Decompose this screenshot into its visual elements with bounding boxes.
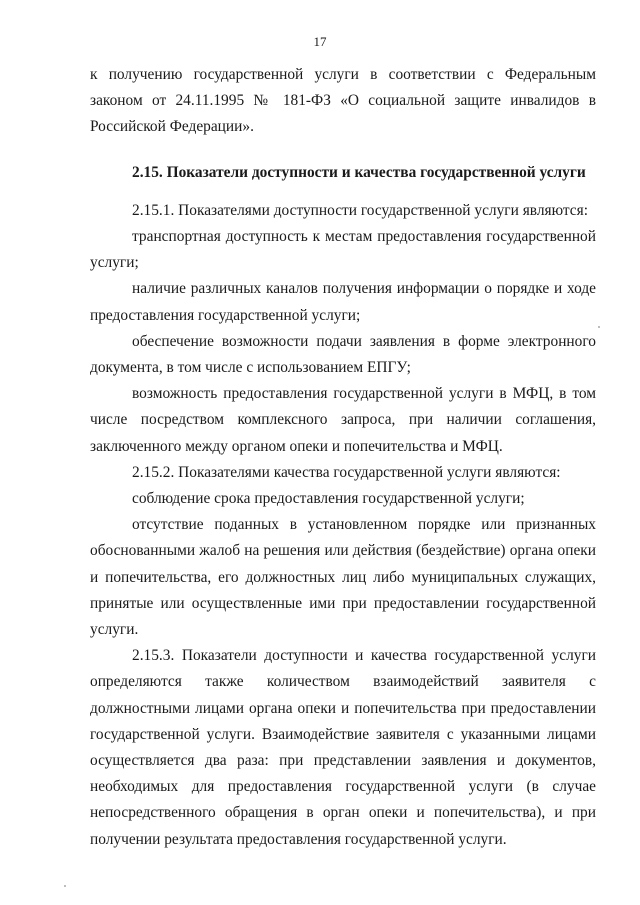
paragraph: 2.15.2. Показателями качества государственной услуги являются:	[132, 463, 561, 481]
paragraph: отсутствие поданных в установленном порядке или признанных обоснованными жалоб на решения или действия (бездействие) органа опеки и попечительства, его должностных лиц либо муниципальных служащих, принятые или осуществленные ими при предоставлении государственной услуги.	[90, 516, 596, 639]
paragraph: соблюдение срока предоставления государственной услуги;	[132, 490, 525, 508]
paragraph: возможность предоставления государственной услуги в МФЦ, в том числе посредством комплексного запроса, при наличии соглашения, заключенного между органом опеки и попечительства и МФЦ.	[90, 385, 596, 455]
paragraph: наличие различных каналов получения информации о порядке и ходе предоставления государственной услуги;	[90, 280, 596, 324]
document-body	[90, 62, 596, 853]
paragraph: 2.15.1. Показателями доступности государственной услуги являются:	[132, 201, 588, 219]
paragraph: 2.15.3. Показатели доступности и качества государственной услуги определяются также количеством взаимодействий заявителя с должностными лицами органа опеки и попечительства при предоставлении государственной услуги. Взаимодействие заявителя с указанными лицами осуществляется два раза: при представлении заявления и документов, необходимых для предоставления государственной услуги (в случае непосредственного обращения в орган опеки и попечительства), и при получении результата предоставления государственной услуги.	[90, 647, 596, 848]
section-heading: 2.15. Показатели доступности и качества государственной услуги	[132, 163, 586, 181]
page-number: 17	[313, 34, 327, 49]
paragraph: транспортная доступность к местам предоставления государственной услуги;	[90, 228, 596, 272]
scan-speck	[598, 326, 600, 328]
paragraph: обеспечение возможности подачи заявления в форме электронного документа, в том числе с использованием ЕПГУ;	[90, 332, 596, 377]
scan-speck	[64, 885, 66, 887]
paragraph-continuation: к получению государственной услуги в соответствии с Федеральным законом от 24.11.1995 № 181-ФЗ «О социальной защите инвалидов в Российской Федерации».	[90, 66, 596, 136]
